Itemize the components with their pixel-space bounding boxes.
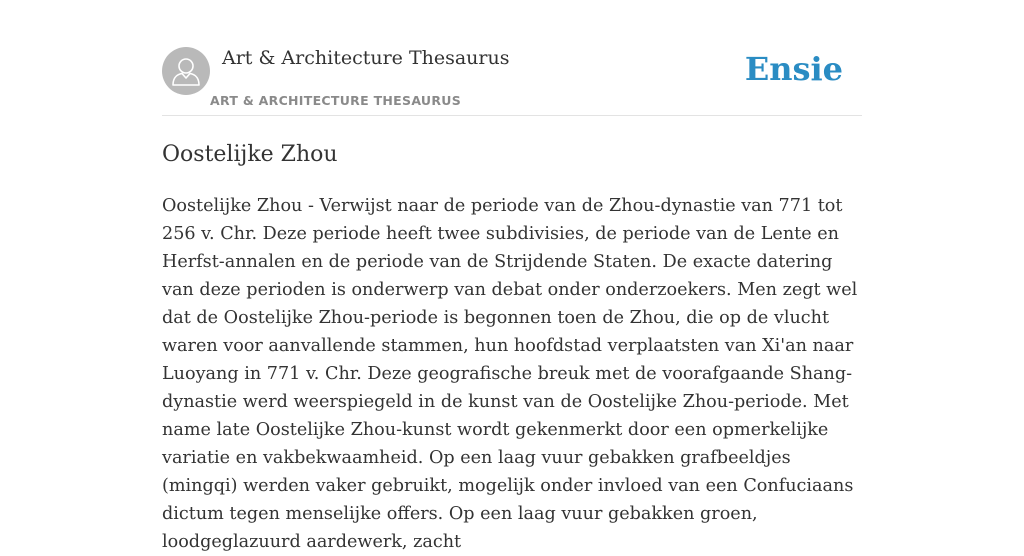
source-header bbox=[162, 0, 862, 116]
brand-logo[interactable]: Ensie bbox=[744, 50, 843, 88]
article-body: Oostelijke Zhou - Verwijst naar de periode van de Zhou-dynastie van 771 tot 256 v. Chr. Deze periode heeft twee subdivisies, de periode van de Lente en Herfst-annalen en de periode van de Strijdende Staten. De exacte datering van deze perioden is onderwerp van debat onder onderzoekers. Men zegt wel dat de Oostelijke Zhou-periode is begonnen toen de Zhou, die op de vlucht waren voor aanvallende stammen, hun hoofdstad verplaatsten van Xi'an naar Luoyang in 771 v. Chr. Deze geografische breuk met de voorafgaande Shang-dynastie werd weerspiegeld in de kunst van de Oostelijke Zhou-periode. Met name late Oostelijke Zhou-kunst wordt gekenmerkt door een opmerkelijke variatie en vakbekwaamheid. Op een laag vuur gebakken grafbeeldjes (mingqi) werden vaker gebruikt, mogelijk onder invloed van een Confuciaans dictum tegen menselijke offers. Op een laag vuur gebakken groen, loodgeglazuurd aardewerk, zacht bbox=[162, 196, 858, 552]
user-silhouette-icon[interactable] bbox=[162, 47, 210, 95]
source-subtitle: ART & ARCHITECTURE THESAURUS bbox=[210, 93, 462, 108]
source-title[interactable]: Art & Architecture Thesaurus bbox=[222, 47, 510, 69]
article-title: Oostelijke Zhou bbox=[162, 142, 338, 167]
